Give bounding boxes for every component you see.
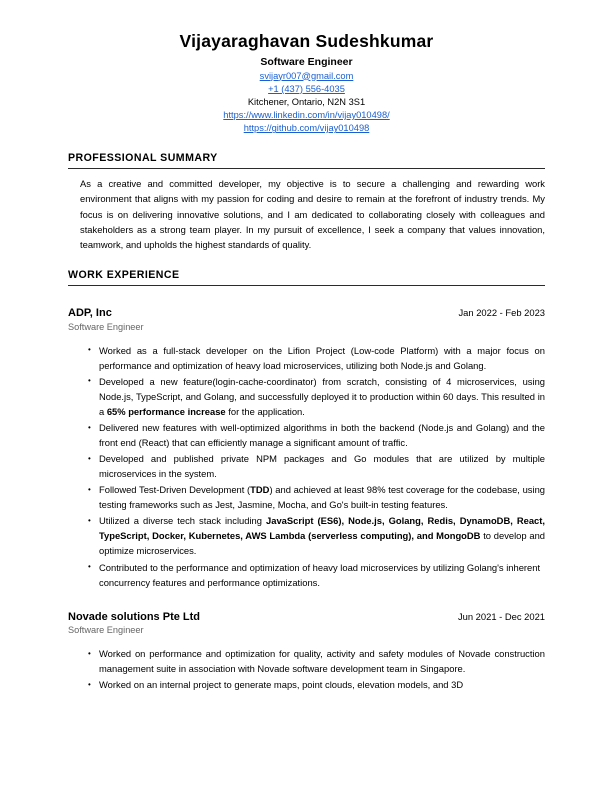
job-bullet: • Worked on performance and optimization for quality, activity and safety modules of Novade construction management suite in association with Novade software development team in Singapore.: [68, 646, 545, 676]
professional-summary-heading: PROFESSIONAL SUMMARY: [68, 152, 218, 165]
candidate-role: Software Engineer: [260, 55, 353, 68]
contact-linkedin-line: [68, 109, 545, 122]
contact-github-line: [68, 122, 545, 135]
phone-link[interactable]: +1 (437) 556-4035: [268, 83, 345, 94]
job-bullet-list: [68, 646, 545, 692]
resume-header: [68, 0, 545, 135]
job-bullet: • Worked as a full-stack developer on the Lifion Project (Low-code Platform) with a major focus on performance and optimization of heavy load microservices, utilizing both Node.js and Golang.: [68, 343, 545, 373]
section-divider: [68, 168, 545, 169]
job-bullet: • Utilized a diverse tech stack including JavaScript (ES6), Node.js, Golang, Redis, DynamoDB, React, TypeScript, Docker, Kubernetes, AWS Lambda (serverless computing), and MongoDB to develop and optimize microservices.: [68, 513, 545, 558]
employer-name: Novade solutions Pte Ltd: [68, 610, 201, 623]
contact-email-line: [68, 70, 545, 83]
bullet-emphasis: TDD: [250, 484, 270, 496]
professional-summary-text: As a creative and committed developer, my objective is to secure a challenging and rewarding work environment that aligns with my passion for coding and desire to remain at the forefront of industry trends. My focus is on delivering innovative solutions, and I am dedicated to collaborating closely with colleagues and stakeholders as a strong team player. In my pursuit of excellence, I seek a company that values innovation, teamwork, and upholds the highest standards of quality.: [80, 178, 545, 251]
job-bullet: • Developed and published private NPM packages and Go modules that are utilized by multiple microservices in the system.: [68, 451, 545, 481]
bullet-emphasis: 65% performance increase: [106, 406, 226, 418]
job-bullet: • Developed a new feature(login-cache-coordinator) from scratch, consisting of 4 microservices, using Node.js, TypeScript, and Golang, and successfully deployed it to production within 60 days. This resulted in a 65% performance increase for the application.: [68, 374, 545, 419]
email-link[interactable]: svijayr007@gmail.com: [259, 70, 354, 81]
job-bullet-list: [68, 343, 545, 590]
employer-name: ADP, Inc: [68, 307, 112, 320]
job-bullet: • Worked on an internal project to generate maps, point clouds, elevation models, and 3D: [68, 677, 545, 692]
job-header: [68, 307, 545, 321]
candidate-name: Vijayaraghavan Sudeshkumar: [179, 31, 434, 51]
job-position: Software Engineer: [68, 625, 144, 636]
section-professional-summary: [68, 152, 545, 252]
job-entry: [68, 611, 545, 693]
job-bullet: • Delivered new features with well-optimized algorithms in both the backend (Node.js and Golang) and the front end (React) that can efficiently manage a significant amount of traffic.: [68, 420, 545, 450]
contact-location: Kitchener, Ontario, N2N 3S1: [247, 96, 366, 107]
linkedin-link[interactable]: https://www.linkedin.com/in/vijay010498/: [223, 110, 390, 121]
github-link[interactable]: https://github.com/vijay010498: [243, 123, 370, 134]
section-divider: [68, 285, 545, 286]
bullet-emphasis: JavaScript (ES6), Node.js, Golang, Redis, DynamoDB, React, TypeScript, Docker, Kubernetes, AWS Lambda (serverless computing), and MongoDB: [99, 515, 545, 542]
job-bullet: • Followed Test-Driven Development (TDD) and achieved at least 98% test coverage for the codebase, using testing frameworks such as Jest, Jasmine, Mocha, and Go's built-in testing features.: [68, 482, 545, 512]
job-entry: [68, 307, 545, 589]
job-dates: Jan 2022 - Feb 2023: [458, 307, 545, 319]
job-bullet: • Contributed to the performance and optimization of heavy load microservices by utilizing Golang's inherent concurrency features and performance optimizations.: [68, 560, 545, 590]
job-dates: Jun 2021 - Dec 2021: [457, 610, 545, 622]
contact-phone-line: [68, 83, 545, 96]
section-work-experience: [68, 269, 545, 692]
job-position: Software Engineer: [68, 321, 144, 332]
resume-content: [68, 0, 545, 693]
job-header: [68, 611, 545, 625]
job-list: [68, 307, 545, 692]
work-experience-heading: WORK EXPERIENCE: [68, 269, 180, 282]
